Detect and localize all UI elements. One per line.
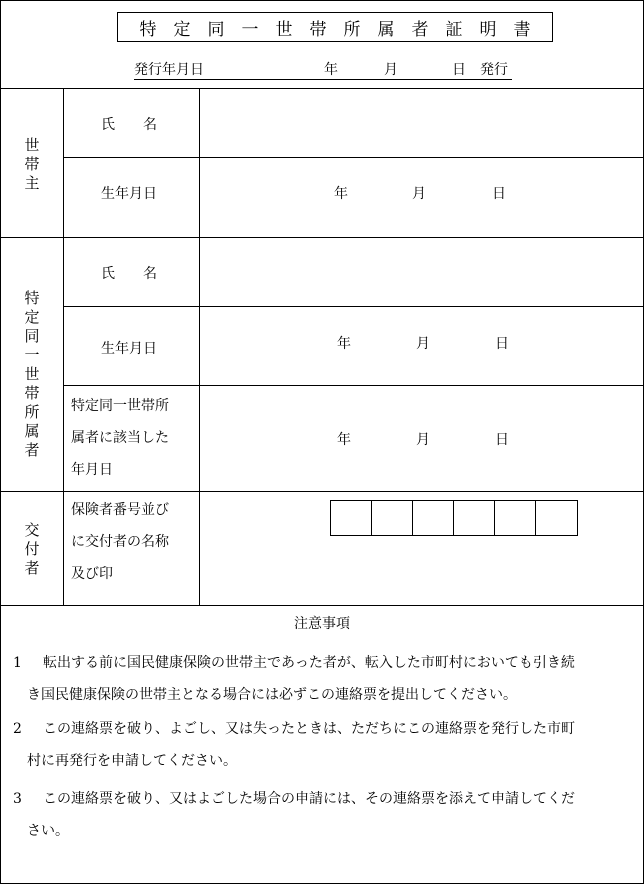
issuer-label [71, 494, 197, 590]
member-qualify-year: 年 [337, 432, 351, 448]
note-text-line-1: この連絡票を破り、又はよごした場合の申請には、その連絡票を添えて申請してくだ [43, 791, 575, 807]
householder-name-label: 氏 名 [101, 117, 157, 133]
insurer-number-digit-box[interactable] [372, 501, 413, 535]
member-qualify-month: 月 [416, 432, 430, 448]
insurer-number-boxes [330, 500, 578, 536]
insurer-number-digit-box[interactable] [536, 501, 577, 535]
householder-birth-day: 日 [492, 186, 506, 202]
insurer-number-digit-box[interactable] [331, 501, 372, 535]
member-qualify-label-line-1: 特定同一世帯所 [71, 398, 169, 414]
insurer-number-digit-box[interactable] [454, 501, 495, 535]
note-text-line-2: 村に再発行を申請してください。 [27, 753, 237, 769]
member-birth-month: 月 [416, 336, 430, 352]
issue-suffix-label: 発行 [480, 62, 508, 78]
rule-top [1, 88, 643, 89]
householder-birth-month: 月 [412, 186, 426, 202]
notes-title: 注意事項 [294, 616, 350, 632]
note-text-line-1: この連絡票を破り、よごし、又は失ったときは、ただちにこの連絡票を発行した市町 [43, 721, 575, 737]
insurer-number-digit-box[interactable] [413, 501, 454, 535]
note-number: 2 [13, 721, 22, 737]
householder-birth-year: 年 [334, 186, 348, 202]
insurer-number-digit-box[interactable] [495, 501, 536, 535]
note-text-line-1: 転出する前に国民健康保険の世帯主であった者が、転入した市町村においても引き続 [43, 655, 575, 671]
rule-member-mid-2 [63, 385, 643, 386]
note-text-line-2: さい。 [27, 823, 69, 839]
member-name-label: 氏 名 [101, 266, 157, 282]
member-qualify-label-line-2: 属者に該当した [71, 430, 169, 446]
rule-notes [1, 605, 643, 606]
rule-col-1 [63, 88, 64, 605]
note-text-line-2: き国民健康保険の世帯主となる場合には必ずこの連絡票を提出してください。 [27, 687, 517, 703]
member-birth-year: 年 [337, 336, 351, 352]
rule-col-2 [199, 88, 200, 605]
issuer-label-line-3: 及び印 [71, 566, 113, 582]
issue-day-label: 日 [452, 62, 466, 78]
member-qualify-day: 日 [495, 432, 509, 448]
rule-section-2 [1, 491, 643, 492]
member-section-label: 特定同一世帯所属者 [24, 289, 40, 459]
note-number: 3 [13, 791, 22, 807]
rule-householder-mid [63, 157, 643, 158]
rule-section-1 [1, 237, 643, 238]
issuer-label-line-1: 保険者番号並び [71, 502, 169, 518]
issue-date-label: 発行年月日 [134, 62, 204, 78]
member-birth-day: 日 [495, 336, 509, 352]
member-qualify-label-line-3: 年月日 [71, 462, 113, 478]
note-number: 1 [13, 655, 22, 671]
member-qualify-label [71, 390, 197, 486]
issue-date-row [134, 59, 512, 80]
issue-month-label: 月 [384, 62, 398, 78]
householder-birth-label: 生年月日 [101, 186, 157, 202]
rule-member-mid-1 [63, 306, 643, 307]
issuer-label-line-2: に交付者の名称 [71, 534, 169, 550]
member-birth-label: 生年月日 [101, 341, 157, 357]
householder-section-label: 世帯主 [24, 136, 40, 192]
issuer-section-label: 交付者 [24, 521, 40, 577]
form-title: 特定同一世帯所属者証明書 [117, 12, 553, 42]
issue-year-label: 年 [324, 62, 338, 78]
